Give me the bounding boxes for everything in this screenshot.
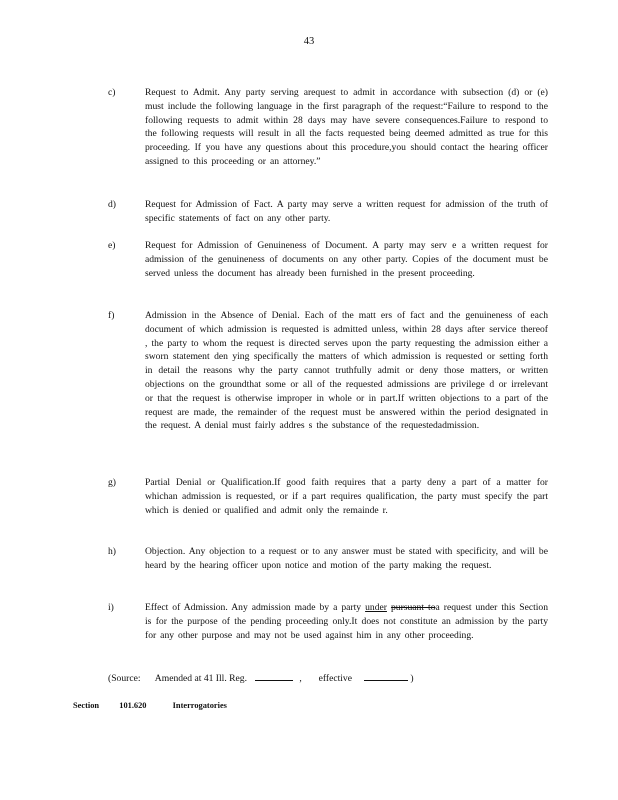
section-heading xyxy=(73,701,227,710)
list-item-f xyxy=(108,309,548,433)
register-blank xyxy=(255,671,293,681)
section-title: Interrogatories xyxy=(172,701,227,710)
source-amended: Amended at 41 Ill. Reg. xyxy=(154,673,247,684)
source-prefix: (Source: xyxy=(108,673,141,684)
item-text: Request for Admission of Genuineness of Document. A party may serv e a written request for admission of the genuineness of documents on any other party. Copies of the document must be served unless the document has already been furnished in the present proceeding. xyxy=(145,240,548,279)
inserted-text: under xyxy=(365,602,387,613)
section-label: Section xyxy=(73,701,100,710)
item-text: Partial Denial or Qualification.If good faith requires that a party deny a part of a matter for whichan admission is requested, or if a part requires qualification, the party must specify the part which is denied or qualified and admit only the remainde r. xyxy=(145,477,548,516)
item-letter: g) xyxy=(108,477,116,488)
item-letter: c) xyxy=(108,87,116,98)
section-number: 101.620 xyxy=(119,701,147,710)
struck-text: pursuant to xyxy=(390,602,436,613)
source-note xyxy=(108,671,414,684)
item-text: Admission in the Absence of Denial. Each of the matt ers of fact and the genuineness of each document of which admission is requested is admitted unless, within 28 days after service thereof , the party to whom the request is directed serves upon the party requesting the admission either a sworn statement den ying specifically the matters of which admission is requested or setting forth in detail the reasons why the party cannot truthfully admit or deny those matters, or written objections on the groundthat some or all of the requested admissions are privilege d or irrelevant or that the request is otherwise improper in whole or in part.If written objections to a part of the request are made, the remainder of the request must be answered within the period designated in the request. A denial must fairly addres s the substance of the requestedadmission. xyxy=(145,310,548,432)
list-item-h xyxy=(108,545,548,573)
item-text xyxy=(145,601,548,642)
item-text-before: Effect of Admission. Any admission made by a party xyxy=(145,602,366,613)
item-text: Objection. Any objection to a request or to any answer must be stated with specificity, and will be heard by the hearing officer upon notice and motion of the party making the request. xyxy=(145,546,548,571)
item-letter: d) xyxy=(108,199,116,210)
list-item-e xyxy=(108,239,548,280)
source-effective: effective xyxy=(318,673,352,684)
item-letter: e) xyxy=(108,240,116,251)
item-text-after: a request under this Section is for the purpose of the pending proceeding only.It does not constitute an admission by the party for any other purpose and may not be used against him in any other proceeding. xyxy=(145,602,549,641)
list-item-d xyxy=(108,198,548,226)
source-close: ) xyxy=(410,673,414,684)
list-item-c xyxy=(108,86,548,169)
item-letter: f) xyxy=(108,310,115,321)
item-letter: i) xyxy=(108,602,114,613)
list-item-g xyxy=(108,476,548,517)
page-number: 43 xyxy=(303,36,315,47)
item-text: Request to Admit. Any party serving arequest to admit in accordance with subsection (d) or (e) must include the following language in the first paragraph of the request:“Failure to respond to the following requests to admit within 28 days may have severe consequences.Failure to respond to the following requests will result in all the facts requested being deemed admitted as true for this proceeding. If you have any questions about this procedure,you should contact the hearing officer assigned to this proceeding or an attorney.” xyxy=(145,87,548,167)
effective-date-blank xyxy=(364,671,408,681)
list-item-i xyxy=(108,601,548,642)
source-comma: , xyxy=(299,673,302,684)
item-letter: h) xyxy=(108,546,116,557)
item-text: Request for Admission of Fact. A party may serve a written request for admission of the truth of specific statements of fact on any other party. xyxy=(145,199,548,224)
